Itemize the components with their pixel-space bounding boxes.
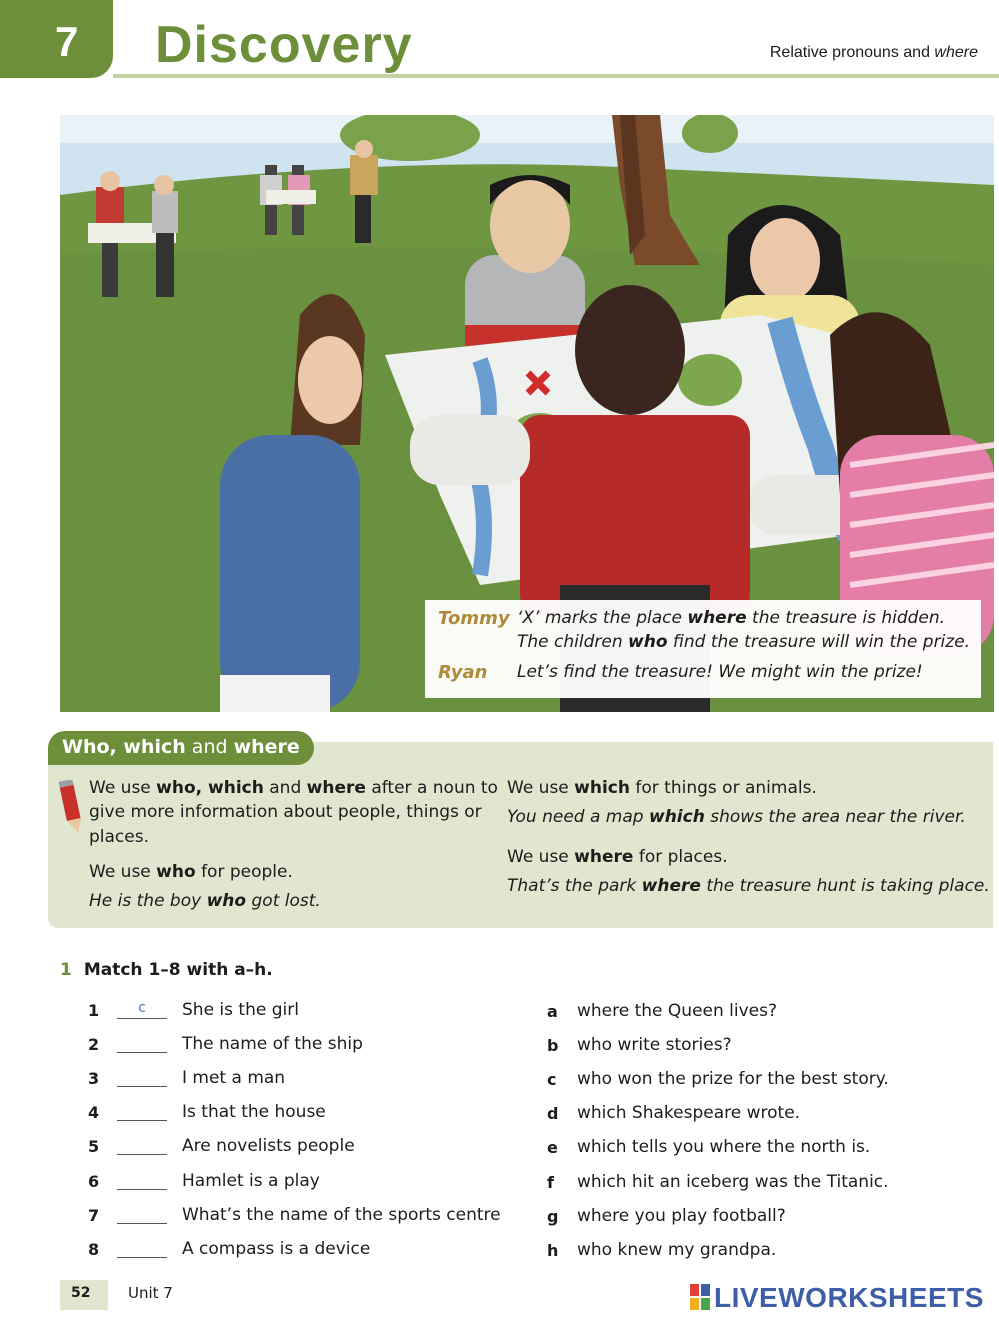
item-number: 8 (88, 1240, 100, 1259)
answer-blank-5[interactable] (117, 1134, 167, 1155)
speech-line-1: ‘X’ marks the place where the treasure is hidden. (517, 608, 946, 628)
page-number: 52 (71, 1285, 91, 1301)
item-number: 6 (88, 1172, 100, 1191)
speech-box (425, 600, 981, 698)
rule-left-line2: give more information about people, things or (89, 802, 482, 822)
header-rule (113, 74, 999, 78)
item-text-6: Hamlet is a play (182, 1171, 320, 1191)
unit-number: 7 (55, 18, 79, 65)
answer-blank-8[interactable] (117, 1237, 167, 1258)
item-number: 2 (88, 1035, 100, 1054)
ending-text-d: which Shakespeare wrote. (577, 1103, 801, 1123)
ending-text-b: who write stories? (577, 1035, 732, 1055)
example-who: He is the boy who got lost. (89, 891, 321, 911)
item-text-3: I met a man (182, 1068, 286, 1088)
item-number: 1 (88, 1001, 100, 1020)
rule-who: We use who for people. (89, 862, 293, 882)
answer-blank-7[interactable] (117, 1203, 167, 1224)
item-number: 5 (88, 1137, 100, 1156)
rule-left-line1: We use who, which and where after a noun to (89, 778, 498, 798)
exercise-heading: 1 Match 1–8 with a–h. (60, 960, 273, 980)
answer-blank-4[interactable] (117, 1100, 167, 1121)
ending-text-c: who won the prize for the best story. (577, 1069, 889, 1089)
ending-letter: e (547, 1138, 558, 1157)
answer-blank-6[interactable] (117, 1169, 167, 1190)
pencil-icon (58, 780, 82, 836)
item-text-2: The name of the ship (182, 1034, 363, 1054)
ending-text-a: where the Queen lives? (577, 1001, 778, 1021)
grammar-tab-title: Who, which and where (62, 736, 300, 758)
rule-where: We use where for places. (507, 847, 728, 867)
liveworksheets-logo-icon (690, 1284, 710, 1310)
rule-which: We use which for things or animals. (507, 778, 817, 798)
ending-letter: a (547, 1002, 558, 1021)
speech-line-3: Let’s find the treasure! We might win the prize! (517, 662, 923, 682)
item-text-1: She is the girl (182, 1000, 299, 1020)
ending-letter: h (547, 1241, 559, 1260)
ending-letter: g (547, 1207, 559, 1226)
ending-letter: f (547, 1173, 554, 1192)
item-text-7: What’s the name of the sports centre (182, 1205, 501, 1225)
page-title: Discovery (155, 16, 413, 74)
example-where: That’s the park where the treasure hunt is taking place. (507, 876, 990, 896)
speaker-ryan: Ryan (438, 662, 488, 683)
answer-blank-2[interactable] (117, 1032, 167, 1053)
ending-letter: b (547, 1036, 559, 1055)
ending-text-g: where you play football? (577, 1206, 786, 1226)
ending-text-f: which hit an iceberg was the Titanic. (577, 1172, 889, 1192)
item-number: 3 (88, 1069, 100, 1088)
item-text-5: Are novelists people (182, 1136, 355, 1156)
example-which: You need a map which shows the area near the river. (507, 807, 966, 827)
item-text-8: A compass is a device (182, 1239, 371, 1259)
answer-blank-1[interactable]: c (117, 998, 167, 1019)
answer-blank-3[interactable] (117, 1066, 167, 1087)
ending-text-h: who knew my grandpa. (577, 1240, 777, 1260)
speech-line-2: The children who find the treasure will win the prize. (517, 632, 971, 652)
speaker-tommy: Tommy (438, 608, 510, 629)
ending-letter: c (547, 1070, 557, 1089)
liveworksheets-brand[interactable]: LIVEWORKSHEETS (714, 1282, 984, 1313)
rule-left-line3: places. (89, 827, 149, 847)
item-number: 7 (88, 1206, 100, 1225)
item-number: 4 (88, 1103, 100, 1122)
page-subtitle: Relative pronouns and where (769, 44, 978, 61)
item-text-4: Is that the house (182, 1102, 326, 1122)
footer-unit-label: Unit 7 (128, 1284, 173, 1302)
ending-text-e: which tells you where the north is. (577, 1137, 871, 1157)
ending-letter: d (547, 1104, 559, 1123)
